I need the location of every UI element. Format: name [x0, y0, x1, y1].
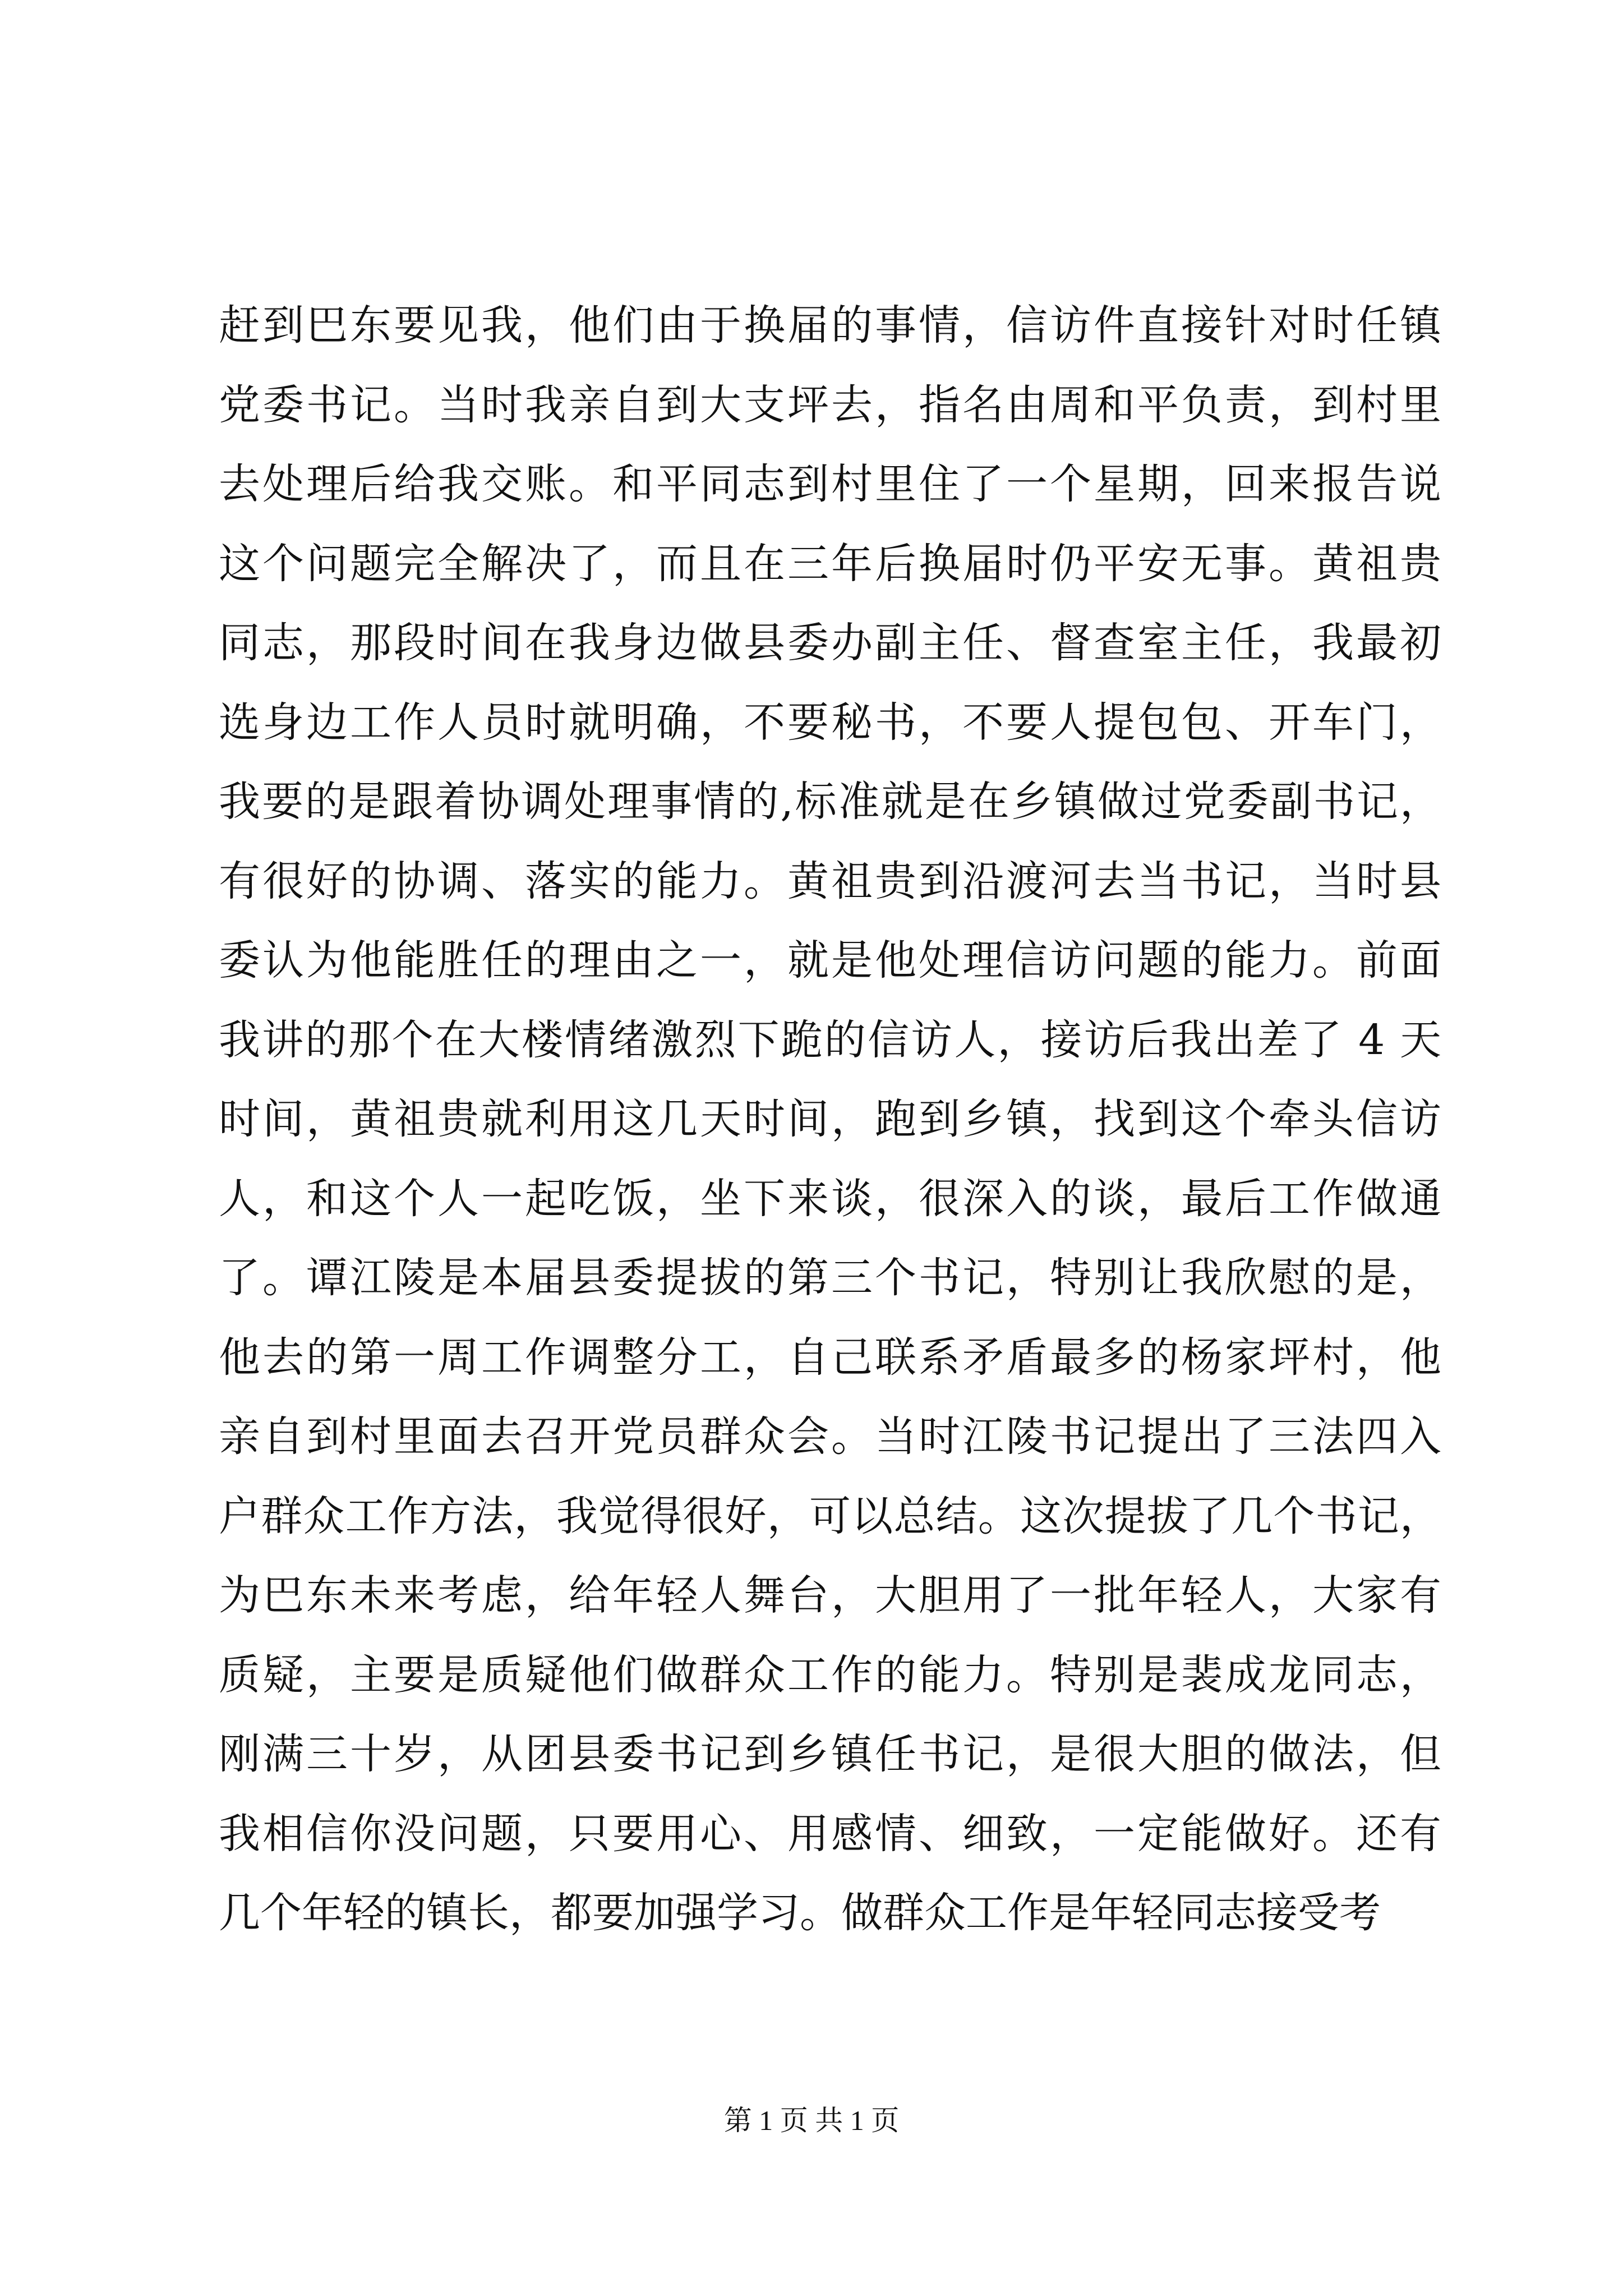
body-text [219, 286, 1441, 1953]
text-line: 赶到巴东要见我，他们由于换届的事情，信访件直接针对时任镇 [219, 301, 1441, 349]
text-line: 为巴东未来考虑，给年轻人舞台，大胆用了一批年轻人，大家有 [219, 1571, 1441, 1619]
text-line: 这个问题完全解决了，而且在三年后换届时仍平安无事。黄祖贵 [219, 539, 1441, 588]
text-line: 我讲的那个在大楼情绪激烈下跪的信访人，接访后我出差了 4 天 [219, 1015, 1441, 1064]
text-line: 党委书记。当时我亲自到大支坪去，指名由周和平负责，到村里 [219, 380, 1441, 429]
text-line: 去处理后给我交账。和平同志到村里住了一个星期，回来报告说 [219, 460, 1441, 508]
text-line: 有很好的协调、落实的能力。黄祖贵到沿渡河去当书记，当时县 [219, 857, 1441, 905]
text-line: 了。谭江陵是本届县委提拔的第三个书记，特别让我欣慰的是， [219, 1254, 1441, 1302]
text-line: 几个年轻的镇长，都要加强学习。做群众工作是年轻同志接受考 [219, 1889, 1381, 1937]
text-line: 我要的是跟着协调处理事情的,标准就是在乡镇做过党委副书记， [219, 777, 1441, 826]
text-line: 选身边工作人员时就明确，不要秘书，不要人提包包、开车门， [219, 698, 1441, 747]
page-number-footer: 第 1 页 共 1 页 [723, 2105, 900, 2136]
text-line: 委认为他能胜任的理由之一，就是他处理信访问题的能力。前面 [219, 936, 1441, 984]
text-line: 户群众工作方法，我觉得很好，可以总结。这次提拔了几个书记， [219, 1492, 1441, 1540]
text-line: 刚满三十岁，从团县委书记到乡镇任书记，是很大胆的做法，但 [219, 1730, 1441, 1778]
text-line: 人，和这个人一起吃饭，坐下来谈，很深入的谈，最后工作做通 [219, 1174, 1441, 1223]
text-line: 他去的第一周工作调整分工，自己联系矛盾最多的杨家坪村，他 [219, 1333, 1441, 1382]
text-line: 亲自到村里面去召开党员群众会。当时江陵书记提出了三法四入 [219, 1412, 1441, 1461]
text-line: 同志，那段时间在我身边做县委办副主任、督查室主任，我最初 [219, 619, 1441, 667]
text-line: 时间，黄祖贵就利用这几天时间，跑到乡镇，找到这个牵头信访 [219, 1095, 1441, 1143]
text-line: 质疑，主要是质疑他们做群众工作的能力。特别是裴成龙同志， [219, 1650, 1441, 1699]
text-line: 我相信你没问题，只要用心、用感情、细致，一定能做好。还有 [219, 1809, 1441, 1858]
